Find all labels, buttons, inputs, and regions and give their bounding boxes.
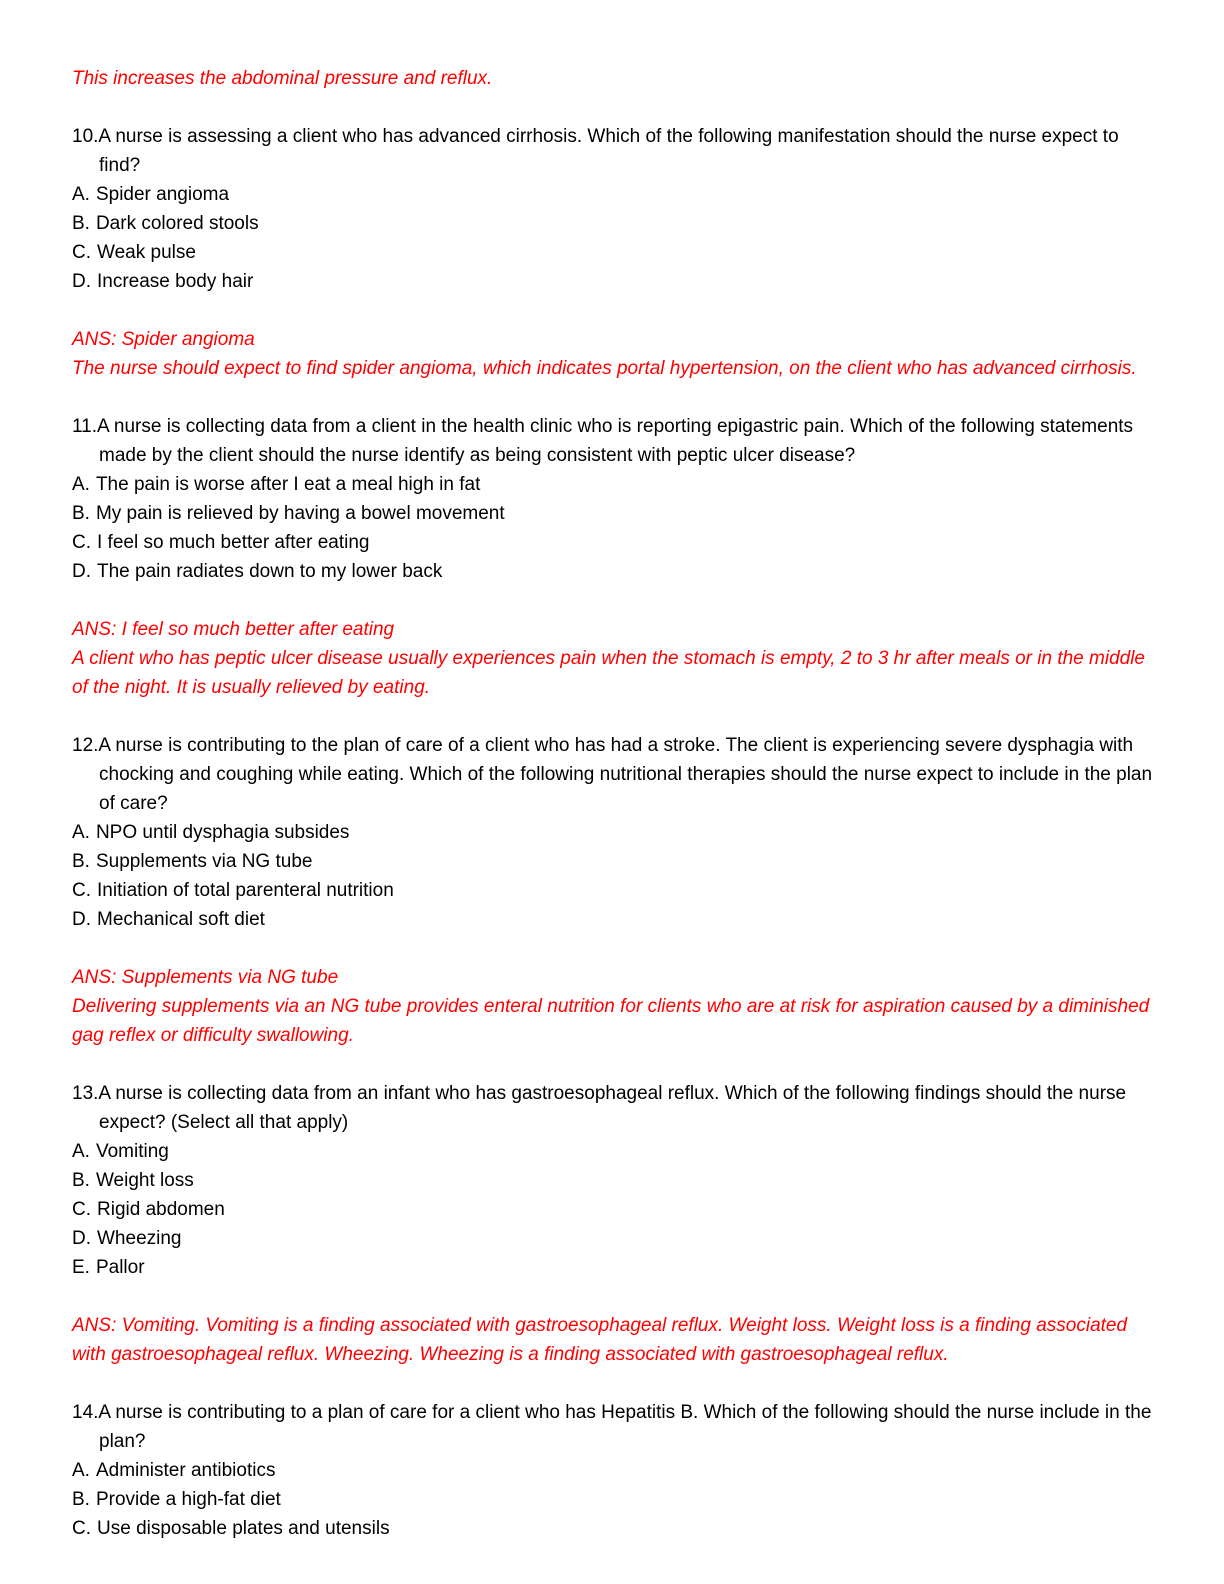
option-letter: A. bbox=[72, 1141, 90, 1162]
option-letter: E. bbox=[72, 1257, 90, 1278]
answer-option bbox=[72, 1166, 1158, 1195]
option-letter: D. bbox=[72, 271, 91, 292]
option-text: Initiation of total parenteral nutrition bbox=[97, 880, 394, 901]
option-letter: B. bbox=[72, 213, 90, 234]
option-text: Weight loss bbox=[95, 1170, 194, 1191]
option-text: Wheezing bbox=[97, 1228, 182, 1249]
option-text: Vomiting bbox=[95, 1141, 169, 1162]
option-letter: C. bbox=[72, 242, 91, 263]
question-stem bbox=[72, 1398, 1158, 1456]
questions-list bbox=[72, 122, 1158, 1543]
option-letter: A. bbox=[72, 822, 90, 843]
option-text: Provide a high-fat diet bbox=[95, 1489, 281, 1510]
option-text: Supplements via NG tube bbox=[95, 851, 313, 872]
answer-line: ANS: Spider angioma bbox=[72, 329, 255, 350]
question-stem bbox=[72, 731, 1158, 818]
question-block bbox=[72, 412, 1158, 586]
answer-note-intro: This increases the abdominal pressure and reflux. bbox=[72, 68, 493, 89]
question-stem bbox=[72, 412, 1158, 470]
question-stem bbox=[72, 1079, 1158, 1137]
option-text: My pain is relieved by having a bowel movement bbox=[95, 503, 505, 524]
option-letter: D. bbox=[72, 561, 91, 582]
question-text: A nurse is contributing to a plan of care for a client who has Hepatitis B. Which of the following should the nurse include in the plan? bbox=[98, 1402, 1152, 1452]
answer-option bbox=[72, 1456, 1158, 1485]
answer-option bbox=[72, 528, 1158, 557]
option-letter: C. bbox=[72, 532, 91, 553]
answer-block bbox=[72, 615, 1158, 702]
answer-option bbox=[72, 180, 1158, 209]
option-text: Spider angioma bbox=[95, 184, 230, 205]
question-number: 12. bbox=[72, 735, 99, 756]
question-stem bbox=[72, 122, 1158, 180]
answer-option bbox=[72, 1253, 1158, 1282]
option-letter: A. bbox=[72, 184, 90, 205]
answer-line: ANS: Vomiting. Vomiting is a finding associated with gastroesophageal reflux. Weight loss. Weight loss is a finding associated with gastroesophageal reflux. Wheezing. Wheezing is a finding associated with gastroesophageal reflux. bbox=[72, 1315, 1128, 1365]
option-letter: B. bbox=[72, 851, 90, 872]
answer-option bbox=[72, 499, 1158, 528]
question-text: A nurse is collecting data from a client in the health clinic who is reporting epigastric pain. Which of the following statements made by the client should the nurse identify as being consistent with peptic ulcer disease? bbox=[97, 416, 1134, 466]
option-letter: B. bbox=[72, 1489, 90, 1510]
option-text: Weak pulse bbox=[97, 242, 196, 263]
option-letter: D. bbox=[72, 909, 91, 930]
answer-option bbox=[72, 876, 1158, 905]
answer-option bbox=[72, 1224, 1158, 1253]
option-text: Mechanical soft diet bbox=[97, 909, 265, 930]
answer-block bbox=[72, 325, 1158, 383]
option-text: Use disposable plates and utensils bbox=[97, 1518, 390, 1539]
option-letter: C. bbox=[72, 880, 91, 901]
answer-option bbox=[72, 557, 1158, 586]
question-number: 10. bbox=[72, 126, 99, 147]
answer-option bbox=[72, 1485, 1158, 1514]
question-number: 13. bbox=[72, 1083, 99, 1104]
question-block bbox=[72, 1398, 1158, 1543]
answer-option bbox=[72, 1195, 1158, 1224]
answer-rationale: A client who has peptic ulcer disease usually experiences pain when the stomach is empty, 2 to 3 hr after meals or in the middle of the night. It is usually relieved by eating. bbox=[72, 648, 1145, 698]
option-letter: C. bbox=[72, 1518, 91, 1539]
answer-rationale: The nurse should expect to find spider angioma, which indicates portal hypertension, on the client who has advanced cirrhosis. bbox=[72, 358, 1137, 379]
answer-option bbox=[72, 818, 1158, 847]
answer-line: ANS: Supplements via NG tube bbox=[72, 967, 339, 988]
option-text: I feel so much better after eating bbox=[97, 532, 370, 553]
answer-option bbox=[72, 1514, 1158, 1543]
answer-block bbox=[72, 1311, 1158, 1369]
answer-option bbox=[72, 905, 1158, 934]
answer-option bbox=[72, 847, 1158, 876]
question-text: A nurse is assessing a client who has advanced cirrhosis. Which of the following manifestation should the nurse expect to find? bbox=[98, 126, 1119, 176]
option-text: The pain radiates down to my lower back bbox=[97, 561, 443, 582]
question-text: A nurse is contributing to the plan of care of a client who has had a stroke. The client is experiencing severe dysphagia with chocking and coughing while eating. Which of the following nutritional therapies should the nurse expect to include in the plan of care? bbox=[98, 735, 1153, 814]
answer-rationale: Delivering supplements via an NG tube provides enteral nutrition for clients who are at risk for aspiration caused by a diminished gag reflex or difficulty swallowing. bbox=[72, 996, 1150, 1046]
answer-option bbox=[72, 1137, 1158, 1166]
option-text: Dark colored stools bbox=[95, 213, 259, 234]
option-text: Rigid abdomen bbox=[97, 1199, 225, 1220]
question-text: A nurse is collecting data from an infant who has gastroesophageal reflux. Which of the following findings should the nurse expect? (Select all that apply) bbox=[98, 1083, 1127, 1133]
option-text: The pain is worse after I eat a meal high in fat bbox=[95, 474, 481, 495]
answer-option bbox=[72, 470, 1158, 499]
option-letter: A. bbox=[72, 1460, 90, 1481]
answer-option bbox=[72, 238, 1158, 267]
option-text: Increase body hair bbox=[97, 271, 254, 292]
answer-block bbox=[72, 963, 1158, 1050]
option-text: Pallor bbox=[95, 1257, 145, 1278]
answer-option bbox=[72, 209, 1158, 238]
option-letter: A. bbox=[72, 474, 90, 495]
option-letter: D. bbox=[72, 1228, 91, 1249]
answer-option bbox=[72, 267, 1158, 296]
question-number: 11. bbox=[72, 416, 98, 437]
answer-line: ANS: I feel so much better after eating bbox=[72, 619, 395, 640]
option-text: NPO until dysphagia subsides bbox=[95, 822, 350, 843]
question-block bbox=[72, 1079, 1158, 1282]
option-letter: C. bbox=[72, 1199, 91, 1220]
question-block bbox=[72, 122, 1158, 296]
option-letter: B. bbox=[72, 503, 90, 524]
option-text: Administer antibiotics bbox=[95, 1460, 276, 1481]
option-letter: B. bbox=[72, 1170, 90, 1191]
question-number: 14. bbox=[72, 1402, 99, 1423]
question-block bbox=[72, 731, 1158, 934]
